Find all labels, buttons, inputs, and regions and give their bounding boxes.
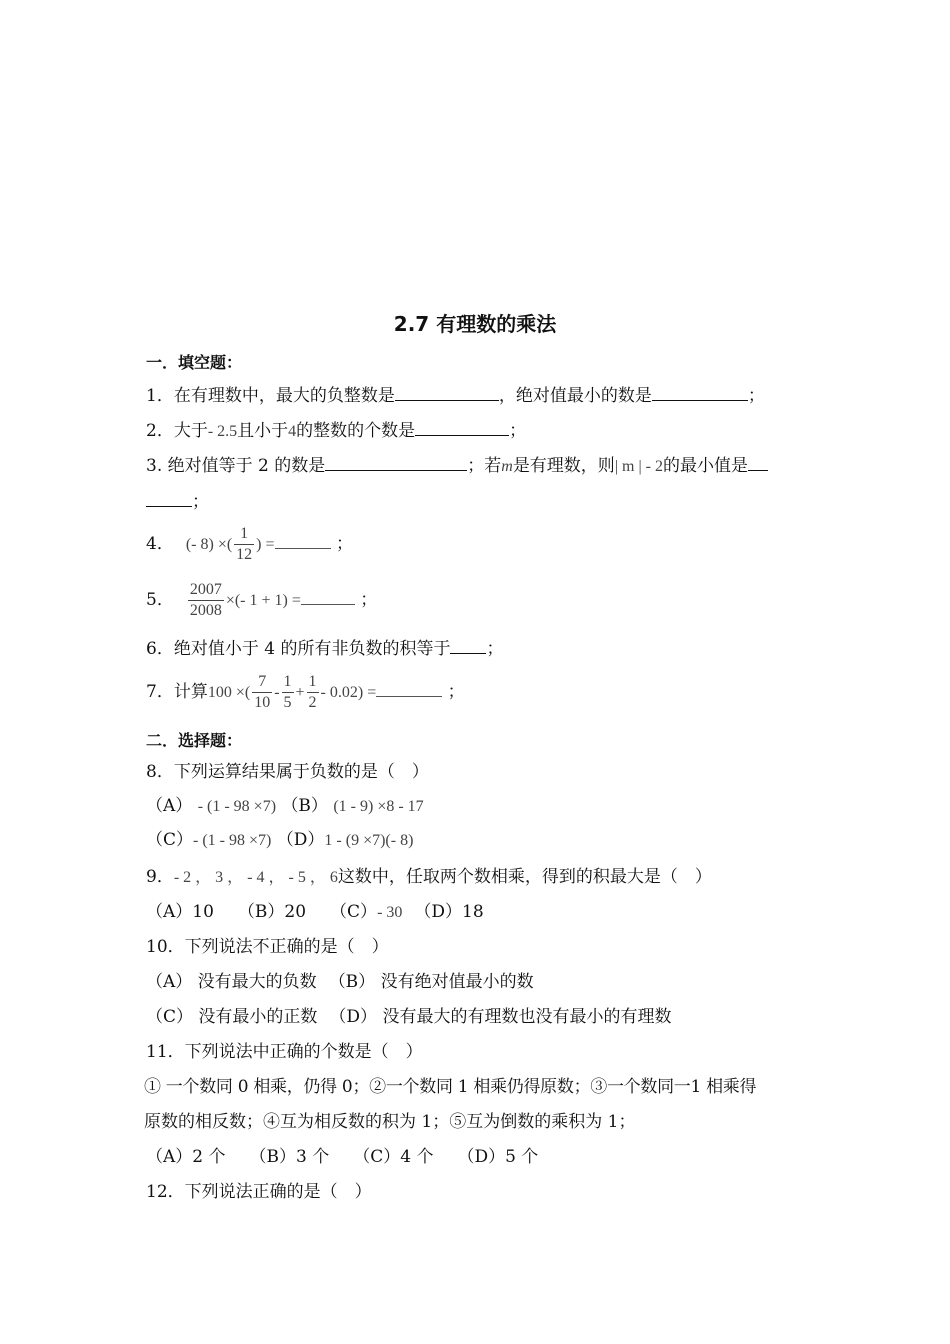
option-d[interactable]: （D） 没有最大的有理数也没有最小的有理数: [329, 1007, 672, 1027]
question-11-stem: 11．下列说法中正确的个数是（ ）: [146, 1042, 423, 1062]
answer-blank[interactable]: [415, 419, 509, 436]
question-11-options: [146, 1146, 538, 1168]
question-12-stem: 12．下列说法正确的是（ ）: [146, 1182, 372, 1202]
option-b[interactable]: （B）: [281, 796, 328, 816]
question-8-options-cd: （C）- (1 - 98 ×7) （D）1 - (9 ×7)(- 8): [146, 830, 414, 850]
fraction: $\frac{1}{5}$: [283, 673, 292, 711]
answer-blank[interactable]: [275, 532, 331, 549]
fraction: $\frac{2007}{2008}$: [189, 581, 222, 619]
option-c[interactable]: （C）4 个: [353, 1147, 434, 1167]
answer-blank[interactable]: [748, 454, 768, 471]
answer-blank[interactable]: [146, 490, 192, 507]
option-a[interactable]: （A）2 个: [146, 1147, 226, 1167]
question-7: 7．计算100 ×( $\frac{7}{10}$ - $\frac{1}{5}$ + $\frac{1}{2}$ - 0.02) = ；: [146, 673, 465, 711]
question-11-statements-line-1: ① 一个数同 0 相乘，仍得 0；②一个数同 1 相乘仍得原数；③一个数同一1 相乘得: [144, 1077, 757, 1097]
option-d[interactable]: （D）: [276, 830, 325, 850]
option-c[interactable]: （C）: [146, 830, 194, 850]
answer-blank[interactable]: [301, 588, 355, 605]
option-d[interactable]: （D）18: [414, 902, 484, 922]
option-b[interactable]: （B）3 个: [249, 1147, 330, 1167]
answer-blank[interactable]: [325, 454, 467, 471]
answer-blank[interactable]: [450, 637, 486, 654]
question-10-options-cd: [146, 1006, 671, 1028]
question-5: 5． $\frac{2007}{2008}$ ×(- 1 + 1) = ；: [146, 581, 378, 619]
option-c[interactable]: （C）: [330, 902, 378, 922]
question-3: 3. 绝对值等于 2 的数是 ；若m是有理数，则| m | - 2的最小值是: [146, 454, 768, 478]
option-b[interactable]: （B） 没有绝对值最小的数: [328, 972, 534, 992]
option-a[interactable]: （A） 没有最大的负数: [146, 972, 317, 992]
question-3-continued: ；: [146, 490, 209, 513]
question-6: 6．绝对值小于 4 的所有非负数的积等于 ；: [146, 639, 504, 659]
question-4: 4． (- 8) ×( $\frac{1}{12}$ ) = ；: [146, 525, 353, 563]
question-8-options-ab: （A） - (1 - 98 ×7) （B） (1 - 9) ×8 - 17: [146, 796, 424, 816]
section-fill-blank-heading: 一．填空题：: [146, 353, 243, 372]
question-2: 2．大于- 2.5且小于4的整数的个数是 ；: [146, 421, 527, 441]
question-11-statements-line-2: 原数的相反数；④互为相反数的积为 1；⑤互为倒数的乘积为 1；: [144, 1112, 636, 1132]
question-9-options: （A）10 （B）20 （C）- 30 （D）18: [146, 902, 484, 922]
answer-blank[interactable]: [395, 384, 499, 401]
option-a[interactable]: （A）10: [146, 902, 214, 922]
page-title: 2.7 有理数的乘法: [393, 312, 557, 336]
option-b[interactable]: （B）20: [237, 902, 307, 922]
answer-blank[interactable]: [376, 680, 442, 697]
option-c[interactable]: （C） 没有最小的正数: [146, 1007, 318, 1027]
option-d[interactable]: （D）5 个: [457, 1147, 539, 1167]
question-9-stem: 9．- 2 ， 3 ， - 4 ， - 5 ， 6这数中，任取两个数相乘，得到的积最大是（ ）: [146, 867, 712, 887]
question-8-stem: 8．下列运算结果属于负数的是（ ）: [146, 762, 429, 782]
option-a[interactable]: （A）: [146, 796, 193, 816]
question-10-stem: 10．下列说法不正确的是（ ）: [146, 937, 389, 957]
section-multiple-choice-heading: 二．选择题：: [146, 731, 243, 750]
question-10-options-ab: [146, 971, 534, 993]
fraction: $\frac{7}{10}$: [254, 673, 271, 711]
question-1: 1．在有理数中，最大的负整数是 ，绝对值最小的数是 ；: [146, 386, 765, 406]
fraction: $\frac{1}{12}$: [236, 525, 253, 563]
fraction: $\frac{1}{2}$: [308, 673, 317, 711]
answer-blank[interactable]: [652, 384, 748, 401]
